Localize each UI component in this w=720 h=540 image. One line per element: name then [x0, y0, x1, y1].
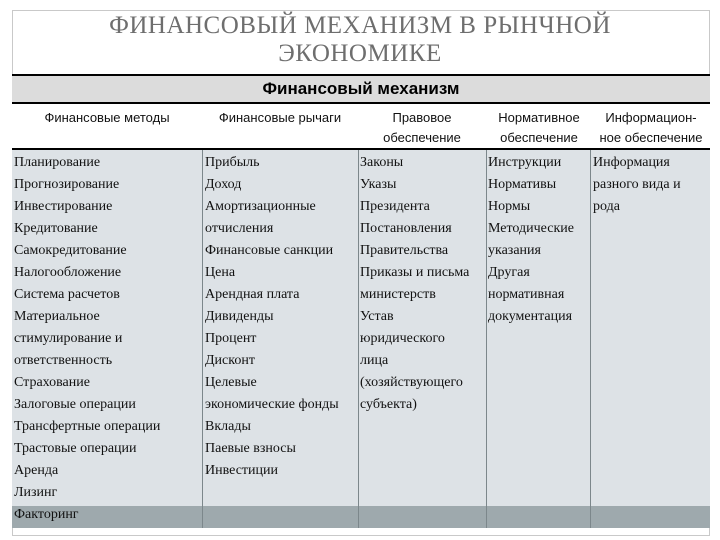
slide-title-line-1: ФИНАНСОВЫЙ МЕХАНИЗМ В РЫНЧНОЙ	[109, 12, 611, 39]
cell-levers: Доход	[205, 177, 242, 192]
cell-levers: Прибыль	[205, 155, 260, 170]
cell-normative: документация	[488, 309, 573, 324]
column-normative	[488, 152, 574, 328]
cell-info: разного вида и	[593, 177, 681, 192]
cell-legal: Постановления	[360, 221, 452, 236]
column-divider	[202, 150, 203, 528]
cell-normative: указания	[488, 243, 541, 258]
cell-levers: Амортизационные	[205, 199, 316, 214]
cell-levers: Арендная плата	[205, 287, 300, 302]
cell-levers: Паевые взносы	[205, 441, 296, 456]
cell-levers: отчисления	[205, 221, 274, 236]
cell-levers: Вклады	[205, 419, 251, 434]
cell-methods: Лизинг	[14, 485, 58, 500]
cell-methods: Планирование	[14, 155, 101, 170]
cell-legal: Приказы и письма	[360, 265, 470, 280]
cell-info: рода	[593, 199, 620, 214]
cell-methods: Факторинг	[14, 507, 79, 522]
cell-normative: Нормативы	[488, 177, 557, 192]
cell-methods: Кредитование	[14, 221, 98, 236]
slide-title	[0, 12, 720, 68]
cell-methods: ответственность	[14, 353, 113, 368]
cell-levers: Дивиденды	[205, 309, 274, 324]
column-levers	[205, 152, 339, 482]
table-header-row	[12, 104, 710, 150]
cell-methods: Самокредитование	[14, 243, 127, 258]
cell-legal: Устав	[360, 309, 394, 324]
cell-methods: Система расчетов	[14, 287, 120, 302]
cell-methods: Трастовые операции	[14, 441, 137, 456]
slide-title-line-2: ЭКОНОМИКЕ	[278, 40, 442, 67]
cell-normative: Методические	[488, 221, 574, 236]
header-methods: Финансовые методы	[44, 110, 170, 125]
cell-legal: Правительства	[360, 243, 449, 258]
header-info: Информацион- ное обеспечение	[599, 110, 703, 145]
cell-levers: Дисконт	[205, 353, 255, 368]
cell-normative: Нормы	[488, 199, 531, 214]
cell-info: Информация	[593, 155, 670, 170]
cell-legal: Законы	[360, 155, 404, 170]
cell-levers: Цена	[205, 265, 236, 280]
cell-legal: министерств	[360, 287, 436, 302]
column-divider	[486, 150, 487, 528]
cell-legal: лица	[360, 353, 389, 368]
cell-methods: Аренда	[14, 463, 59, 478]
cell-normative: Инструкции	[488, 155, 562, 170]
cell-methods: Страхование	[14, 375, 90, 390]
column-divider	[358, 150, 359, 528]
cell-methods: Прогнозирование	[14, 177, 120, 192]
cell-levers: Инвестиции	[205, 463, 278, 478]
cell-methods: Материальное	[14, 309, 100, 324]
cell-normative: Другая	[488, 265, 530, 280]
table-caption: Финансовый механизм	[12, 74, 710, 104]
cell-levers: Процент	[205, 331, 257, 346]
cell-legal: (хозяйствующего	[360, 375, 463, 390]
cell-methods: Инвестирование	[14, 199, 113, 214]
cell-methods: Налогообложение	[14, 265, 122, 280]
cell-legal: субъекта)	[360, 397, 417, 412]
cell-legal: Президента	[360, 199, 430, 214]
column-legal	[360, 152, 469, 416]
header-legal: Правовое обеспечение	[383, 110, 461, 145]
cell-levers: Финансовые санкции	[205, 243, 334, 258]
column-methods	[14, 152, 160, 526]
cell-normative: нормативная	[488, 287, 565, 302]
cell-legal: Указы	[360, 177, 397, 192]
cell-legal: юридического	[360, 331, 445, 346]
cell-methods: Залоговые операции	[14, 397, 136, 412]
cell-methods: Трансфертные операции	[14, 419, 161, 434]
column-info	[593, 152, 681, 218]
cell-levers: экономические фонды	[205, 397, 339, 412]
cell-levers: Целевые	[205, 375, 257, 390]
header-normative: Нормативное обеспечение	[498, 110, 580, 145]
cell-methods: стимулирование и	[14, 331, 123, 346]
header-levers: Финансовые рычаги	[218, 110, 342, 125]
column-divider	[590, 150, 591, 528]
